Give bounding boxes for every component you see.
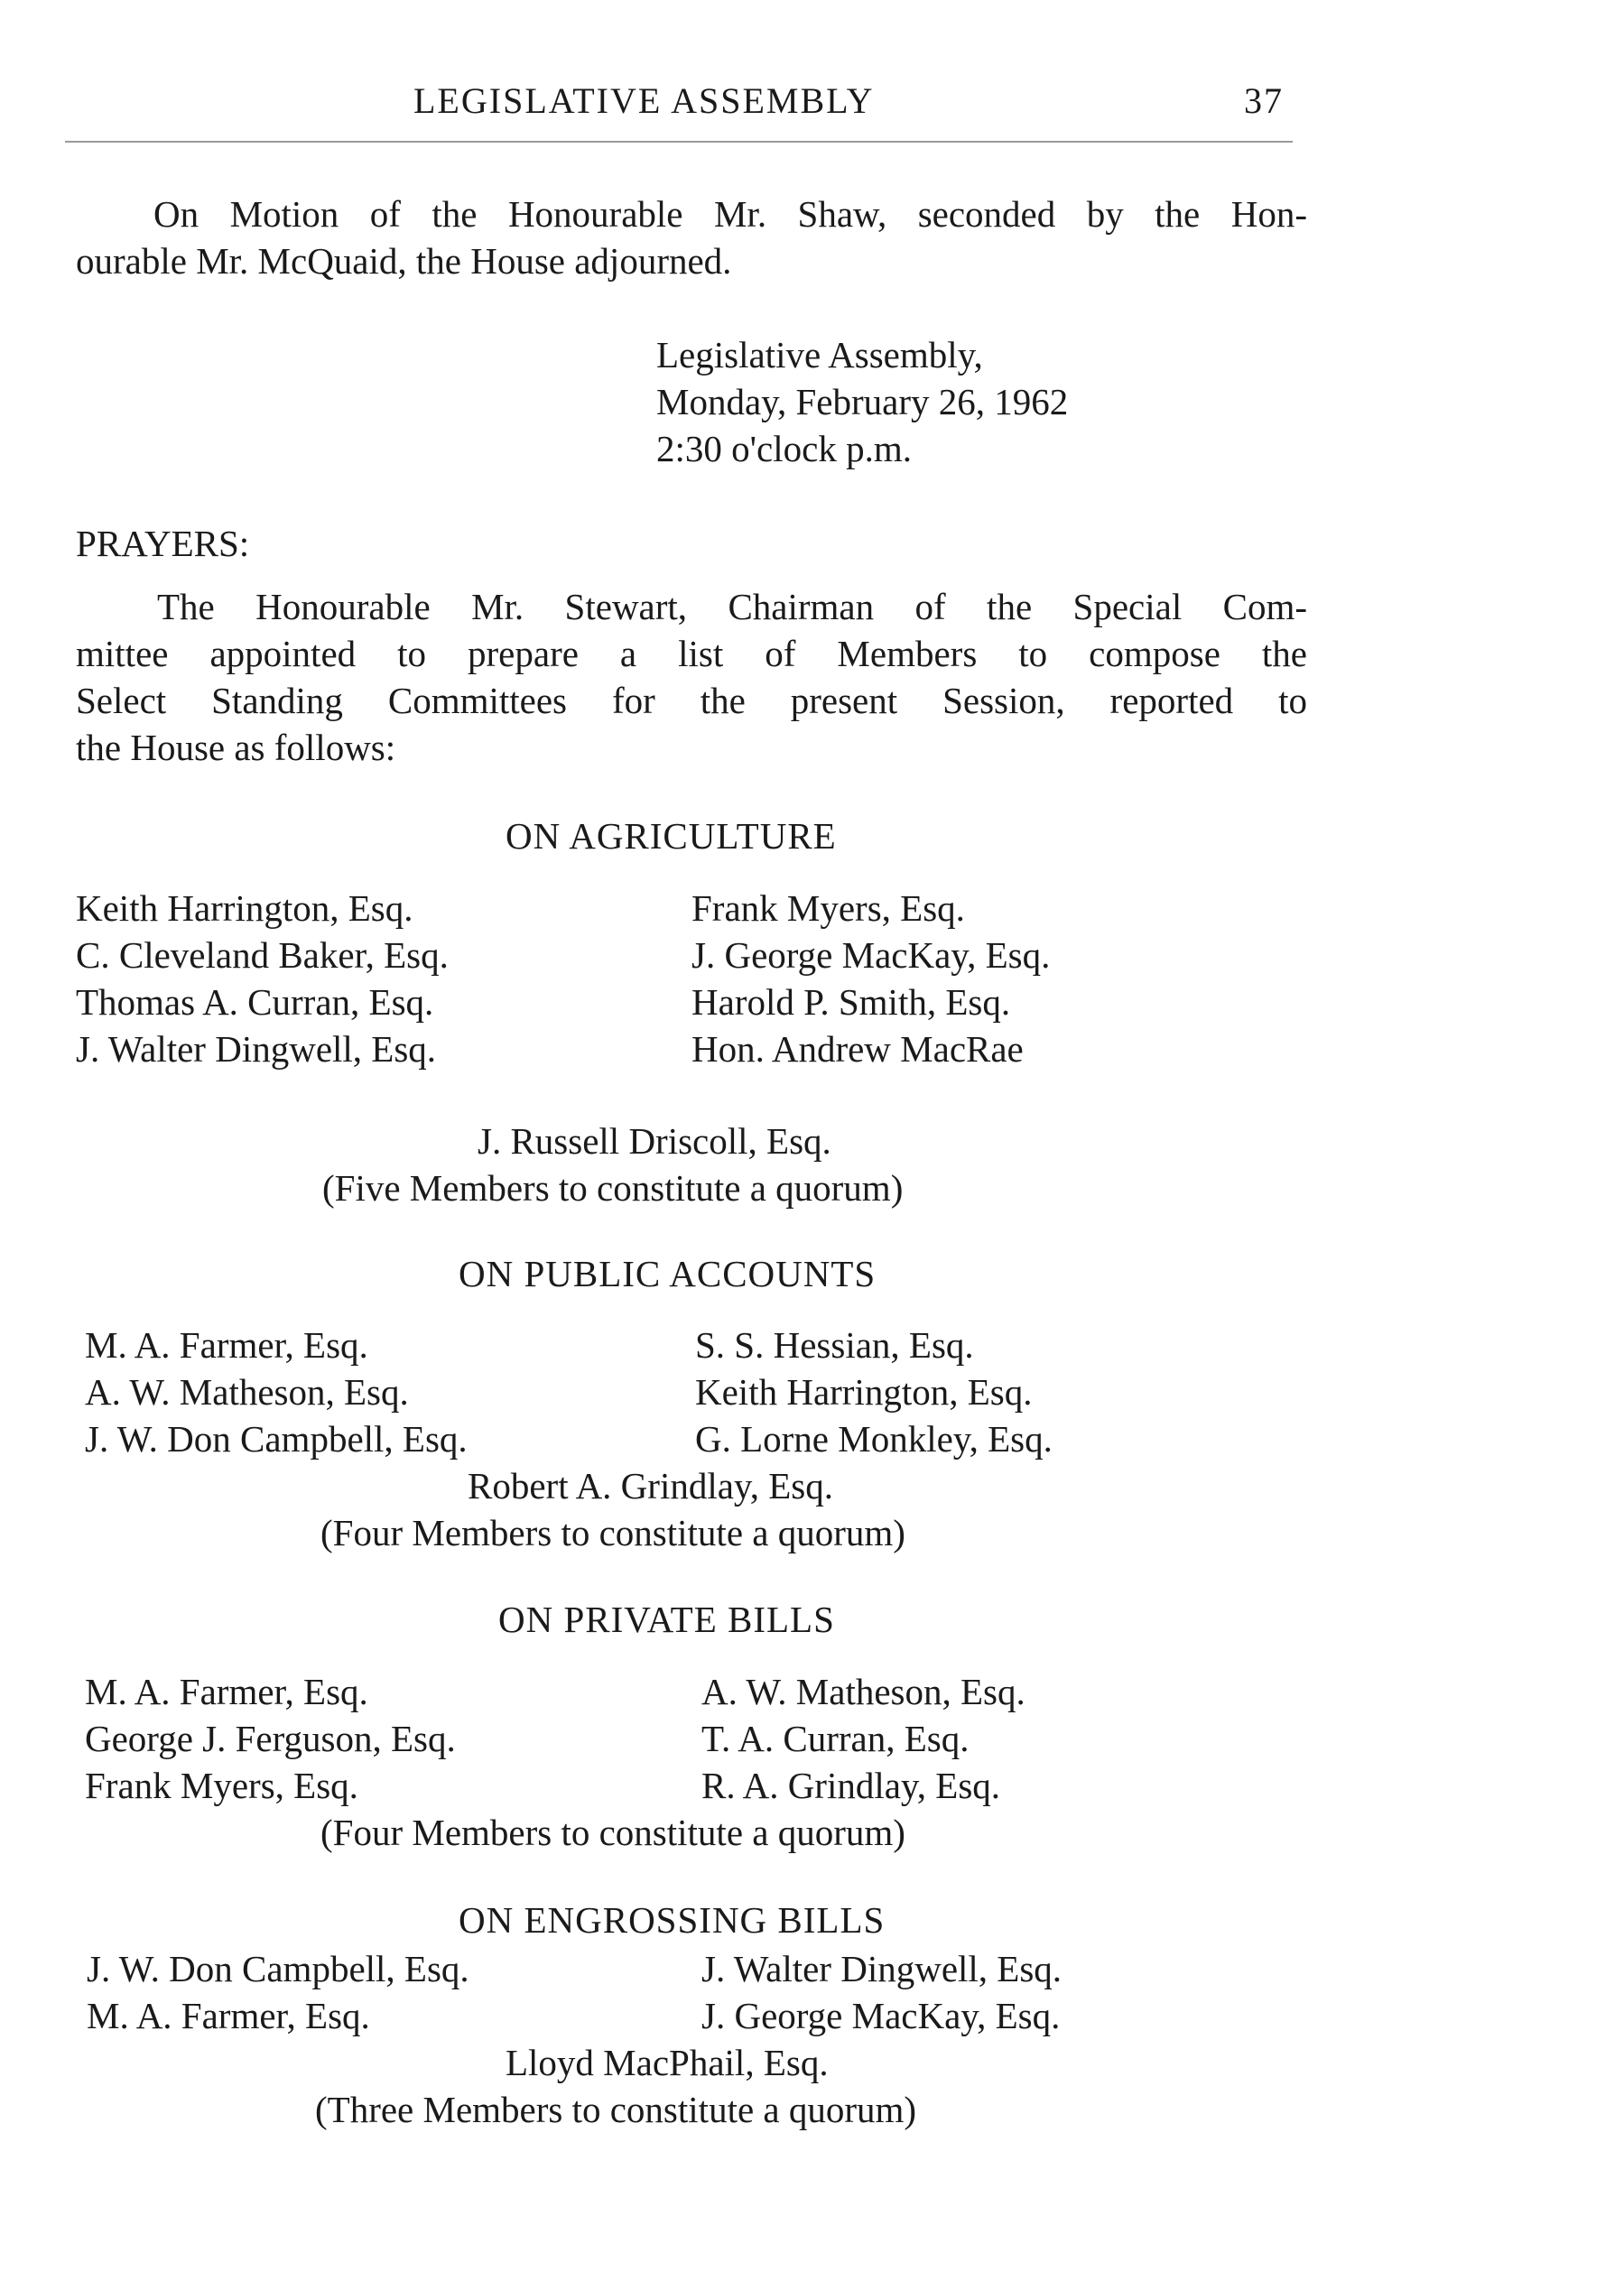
committee-member: J. W. Don Campbell, Esq. — [85, 1418, 468, 1460]
committee-member: S. S. Hessian, Esq. — [695, 1324, 974, 1366]
committee-member: George J. Ferguson, Esq. — [85, 1718, 456, 1759]
header-rule — [65, 141, 1293, 143]
dateline-date: Monday, February 26, 1962 — [656, 381, 1069, 422]
running-title: LEGISLATIVE ASSEMBLY — [413, 80, 875, 121]
page-number: 37 — [1244, 80, 1284, 121]
report-line: the House as follows: — [76, 727, 396, 768]
committee-title: ON AGRICULTURE — [506, 815, 837, 857]
report-line: mittee appointed to prepare a list of Members to compose the — [76, 633, 1307, 674]
committee-member: T. A. Curran, Esq. — [701, 1718, 970, 1759]
committee-member: J. George MacKay, Esq. — [701, 1995, 1061, 2036]
committee-member: Keith Harrington, Esq. — [76, 887, 413, 929]
committee-member-center: Lloyd MacPhail, Esq. — [506, 2042, 829, 2083]
committee-member: C. Cleveland Baker, Esq. — [76, 934, 449, 976]
committee-member: J. Walter Dingwell, Esq. — [701, 1948, 1063, 1989]
adjournment-paragraph — [76, 190, 1307, 284]
committee-member: M. A. Farmer, Esq. — [85, 1324, 368, 1366]
prayers-label: PRAYERS: — [76, 523, 250, 564]
committee-member: J. W. Don Campbell, Esq. — [87, 1948, 469, 1989]
committee-title: ON PUBLIC ACCOUNTS — [459, 1253, 877, 1294]
committee-member: Hon. Andrew MacRae — [691, 1028, 1024, 1070]
committee-member: Frank Myers, Esq. — [85, 1765, 358, 1806]
committee-title: ON ENGROSSING BILLS — [459, 1899, 886, 1941]
quorum-note: (Five Members to constitute a quorum) — [322, 1167, 904, 1209]
committee-member: M. A. Farmer, Esq. — [87, 1995, 370, 2036]
dateline-place: Legislative Assembly, — [656, 334, 983, 376]
committee-member: A. W. Matheson, Esq. — [701, 1671, 1025, 1712]
committee-member: R. A. Grindlay, Esq. — [701, 1765, 1001, 1806]
committee-member: M. A. Farmer, Esq. — [85, 1671, 368, 1712]
committee-member: J. Walter Dingwell, Esq. — [76, 1028, 437, 1070]
quorum-note: (Three Members to constitute a quorum) — [315, 2089, 917, 2130]
quorum-note: (Four Members to constitute a quorum) — [320, 1512, 905, 1553]
committee-member: Frank Myers, Esq. — [691, 887, 965, 929]
report-line: The Honourable Mr. Stewart, Chairman of the Special Com- — [157, 586, 1307, 627]
quorum-note: (Four Members to constitute a quorum) — [320, 1812, 905, 1853]
committee-member: J. George MacKay, Esq. — [691, 934, 1051, 976]
committee-title: ON PRIVATE BILLS — [498, 1599, 835, 1640]
committee-member-center: J. Russell Driscoll, Esq. — [478, 1120, 831, 1162]
committee-member: A. W. Matheson, Esq. — [85, 1371, 409, 1413]
adjournment-line: On Motion of the Honourable Mr. Shaw, seconded by the Hon- — [153, 193, 1307, 235]
adjournment-line: ourable Mr. McQuaid, the House adjourned. — [76, 240, 732, 282]
committee-member: Keith Harrington, Esq. — [695, 1371, 1033, 1413]
committee-member: Thomas A. Curran, Esq. — [76, 981, 434, 1023]
committee-member-center: Robert A. Grindlay, Esq. — [468, 1465, 834, 1507]
committee-member: Harold P. Smith, Esq. — [691, 981, 1011, 1023]
report-paragraph — [76, 583, 1307, 771]
report-line: Select Standing Committees for the present Session, reported to — [76, 680, 1307, 721]
committee-member: G. Lorne Monkley, Esq. — [695, 1418, 1053, 1460]
dateline-time: 2:30 o'clock p.m. — [656, 428, 912, 469]
